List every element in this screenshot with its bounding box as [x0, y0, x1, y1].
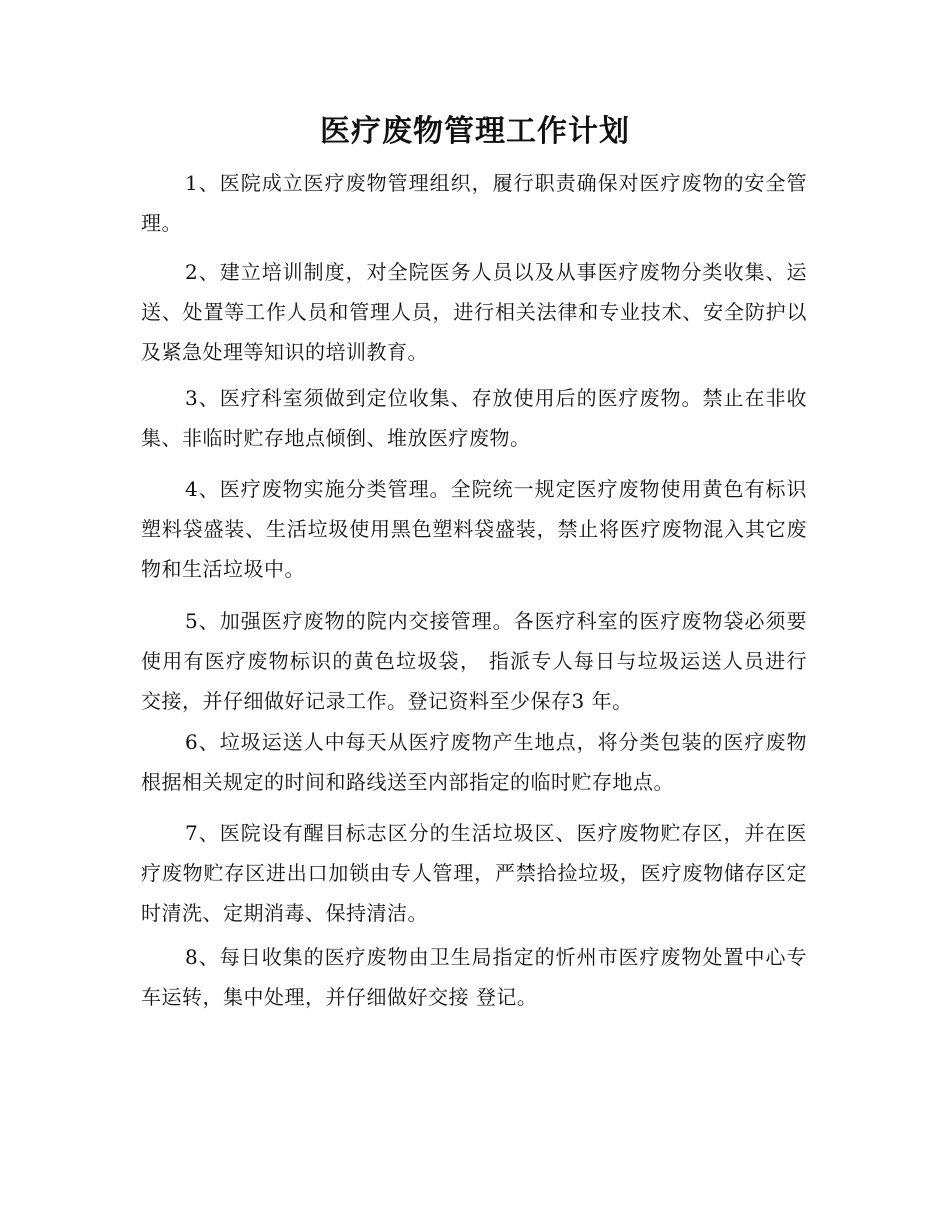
paragraph-4: 4、医疗废物实施分类管理。全院统一规定医疗废物使用黄色有标识塑料袋盛装、生活垃圾使用黑色塑料袋盛装，禁止将医疗废物混入其它废物和生活垃圾中。 [141, 477, 807, 581]
paragraph-6: 6、垃圾运送人中每天从医疗废物产生地点，将分类包装的医疗废物 根据相关规定的时间和路线送至内部指定的临时贮存地点。 [141, 730, 814, 794]
paragraph-5: 5、加强医疗废物的院内交接管理。各医疗科室的医疗废物袋必须要使用有医疗废物标识的黄色垃圾袋， 指派专人每日与垃圾运送人员进行 交接，并仔细做好记录工作。登记资料至少保存3 年。 [141, 609, 814, 713]
paragraph-2: 2、建立培训制度，对全院医务人员以及从事医疗废物分类收集、运 送、处置等工作人员和管理人员，进行相关法律和专业技术、安全防护以及紧急处理等知识的培训教育。 [141, 260, 814, 364]
paragraph-3: 3、医疗科室须做到定位收集、存放使用后的医疗废物。禁止在非收集、非临时贮存地点倾倒、堆放医疗废物。 [141, 386, 807, 450]
document-title: 医疗废物管理工作计划 [320, 114, 630, 149]
paragraph-1: 1、医院成立医疗废物管理组织，履行职责确保对医疗废物的安全管理。 [141, 171, 807, 235]
paragraph-8: 8、每日收集的医疗废物由卫生局指定的忻州市医疗废物处置中心专车运转，集中处理，并仔细做好交接 登记。 [141, 945, 807, 1009]
paragraph-7: 7、医院设有醒目标志区分的生活垃圾区、医疗废物贮存区，并在医疗废物贮存区进出口加锁由专人管理，严禁拾捡垃圾，医疗废物储存区定时清洗、定期消毒、保持清洁。 [141, 821, 807, 925]
